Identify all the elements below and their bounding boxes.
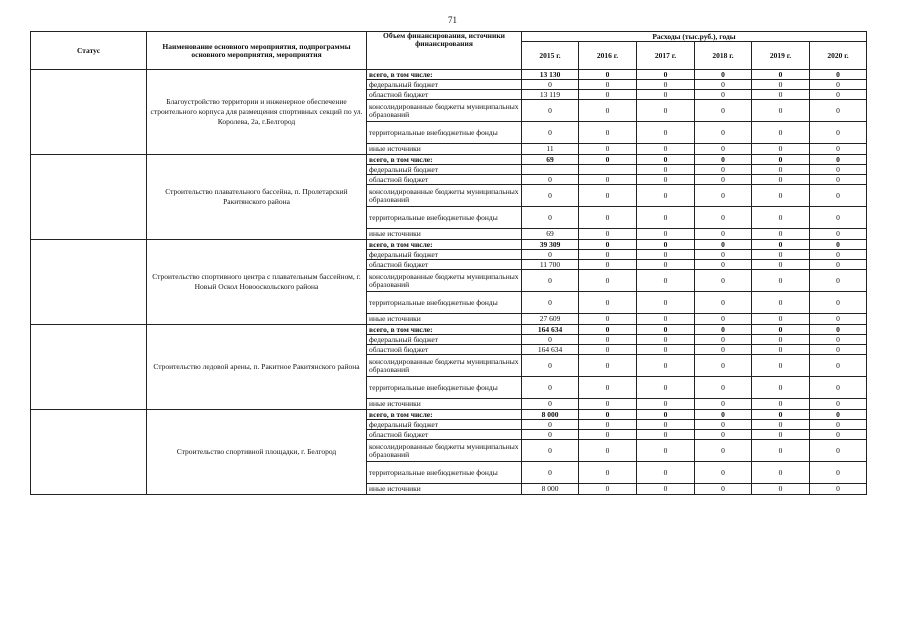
amount-cell: 0 <box>637 440 695 462</box>
amount-cell: 0 <box>637 355 695 377</box>
amount-cell: 0 <box>810 250 867 260</box>
amount-cell: 0 <box>752 420 810 430</box>
amount-cell: 0 <box>695 440 752 462</box>
amount-cell: 0 <box>579 355 637 377</box>
amount-cell: 0 <box>637 314 695 325</box>
amount-cell: 0 <box>637 270 695 292</box>
amount-cell: 0 <box>810 229 867 240</box>
funding-source: областной бюджет <box>367 430 522 440</box>
header-year: 2018 г. <box>695 42 752 70</box>
amount-cell: 0 <box>579 345 637 355</box>
amount-cell: 0 <box>637 345 695 355</box>
amount-cell: 0 <box>522 122 579 144</box>
amount-cell: 0 <box>522 430 579 440</box>
amount-cell <box>522 165 579 175</box>
amount-cell: 13 130 <box>522 70 579 80</box>
amount-cell: 0 <box>810 325 867 335</box>
amount-cell: 0 <box>752 175 810 185</box>
table-row <box>31 155 867 165</box>
amount-cell: 0 <box>752 462 810 484</box>
header-event: Наименование основного мероприятия, подпрограммы основного мероприятия, мероприятия <box>147 32 367 70</box>
funding-source: иные источники <box>367 484 522 495</box>
amount-cell: 8 000 <box>522 410 579 420</box>
amount-cell: 0 <box>810 410 867 420</box>
funding-source: всего, в том числе: <box>367 155 522 165</box>
header-year: 2017 г. <box>637 42 695 70</box>
amount-cell: 0 <box>579 250 637 260</box>
status-cell <box>31 155 147 240</box>
amount-cell: 0 <box>579 240 637 250</box>
amount-cell: 0 <box>752 325 810 335</box>
table-body <box>31 70 867 495</box>
amount-cell: 0 <box>810 165 867 175</box>
amount-cell: 0 <box>637 399 695 410</box>
financing-table <box>30 31 867 495</box>
funding-source: консолидированные бюджеты муниципальных образований <box>367 440 522 462</box>
amount-cell: 0 <box>579 292 637 314</box>
funding-source: территориальные внебюджетные фонды <box>367 207 522 229</box>
status-cell <box>31 240 147 325</box>
amount-cell: 0 <box>637 144 695 155</box>
amount-cell: 0 <box>752 292 810 314</box>
amount-cell: 69 <box>522 229 579 240</box>
amount-cell: 0 <box>810 292 867 314</box>
amount-cell: 0 <box>522 292 579 314</box>
funding-source: иные источники <box>367 144 522 155</box>
funding-source: территориальные внебюджетные фонды <box>367 122 522 144</box>
amount-cell: 0 <box>810 185 867 207</box>
table-row <box>31 325 867 335</box>
header-year: 2020 г. <box>810 42 867 70</box>
amount-cell: 0 <box>579 260 637 270</box>
amount-cell: 0 <box>637 335 695 345</box>
funding-source: консолидированные бюджеты муниципальных образований <box>367 270 522 292</box>
amount-cell: 0 <box>810 377 867 399</box>
amount-cell: 0 <box>522 462 579 484</box>
amount-cell: 0 <box>579 399 637 410</box>
amount-cell: 0 <box>522 399 579 410</box>
amount-cell: 0 <box>752 484 810 495</box>
amount-cell: 0 <box>637 325 695 335</box>
amount-cell: 0 <box>752 345 810 355</box>
amount-cell: 0 <box>695 484 752 495</box>
event-name: Строительство ледовой арены, п. Ракитное Ракитянского района <box>147 325 367 410</box>
amount-cell: 0 <box>637 420 695 430</box>
amount-cell: 0 <box>637 292 695 314</box>
amount-cell: 0 <box>579 410 637 420</box>
header-year: 2019 г. <box>752 42 810 70</box>
amount-cell: 0 <box>695 292 752 314</box>
amount-cell: 0 <box>695 345 752 355</box>
amount-cell: 0 <box>752 207 810 229</box>
amount-cell: 0 <box>752 440 810 462</box>
amount-cell: 0 <box>752 240 810 250</box>
amount-cell: 13 119 <box>522 90 579 100</box>
amount-cell: 0 <box>752 155 810 165</box>
amount-cell: 39 309 <box>522 240 579 250</box>
amount-cell: 0 <box>695 207 752 229</box>
amount-cell: 0 <box>752 185 810 207</box>
amount-cell: 0 <box>579 185 637 207</box>
amount-cell: 0 <box>579 420 637 430</box>
amount-cell: 0 <box>752 229 810 240</box>
funding-source: всего, в том числе: <box>367 410 522 420</box>
funding-source: областной бюджет <box>367 260 522 270</box>
funding-source: областной бюджет <box>367 345 522 355</box>
amount-cell: 0 <box>695 430 752 440</box>
amount-cell: 0 <box>752 260 810 270</box>
amount-cell: 0 <box>637 165 695 175</box>
amount-cell: 0 <box>695 325 752 335</box>
amount-cell: 0 <box>810 430 867 440</box>
amount-cell: 0 <box>637 250 695 260</box>
amount-cell: 0 <box>695 165 752 175</box>
amount-cell: 0 <box>579 144 637 155</box>
amount-cell: 0 <box>695 270 752 292</box>
amount-cell: 0 <box>579 270 637 292</box>
header-expenses: Расходы (тыс.руб.), годы <box>522 32 867 42</box>
funding-source: всего, в том числе: <box>367 325 522 335</box>
header-year: 2015 г. <box>522 42 579 70</box>
table-row <box>31 70 867 80</box>
amount-cell: 0 <box>637 80 695 90</box>
amount-cell: 0 <box>752 314 810 325</box>
amount-cell: 0 <box>637 90 695 100</box>
amount-cell: 0 <box>752 165 810 175</box>
amount-cell: 0 <box>522 440 579 462</box>
amount-cell: 0 <box>810 240 867 250</box>
amount-cell: 0 <box>752 430 810 440</box>
amount-cell: 0 <box>637 207 695 229</box>
amount-cell: 0 <box>752 122 810 144</box>
amount-cell: 11 <box>522 144 579 155</box>
header-funding: Объем финансирования, источники финансирования <box>367 32 522 70</box>
amount-cell: 0 <box>695 185 752 207</box>
amount-cell: 0 <box>579 100 637 122</box>
amount-cell: 69 <box>522 155 579 165</box>
amount-cell: 0 <box>695 355 752 377</box>
amount-cell: 0 <box>695 314 752 325</box>
amount-cell: 0 <box>522 80 579 90</box>
amount-cell: 0 <box>522 100 579 122</box>
amount-cell: 0 <box>810 462 867 484</box>
amount-cell: 0 <box>810 207 867 229</box>
amount-cell: 0 <box>810 355 867 377</box>
amount-cell: 0 <box>579 377 637 399</box>
amount-cell: 0 <box>579 335 637 345</box>
event-name: Благоустройство территории и инженерное обеспечение строительного корпуса для размещения спортивных секций по ул. Королева, 2а, г.Белгород <box>147 70 367 155</box>
amount-cell: 0 <box>579 314 637 325</box>
amount-cell: 0 <box>695 399 752 410</box>
amount-cell: 0 <box>637 70 695 80</box>
amount-cell: 27 609 <box>522 314 579 325</box>
amount-cell: 0 <box>752 144 810 155</box>
amount-cell: 0 <box>695 335 752 345</box>
amount-cell: 11 700 <box>522 260 579 270</box>
amount-cell: 0 <box>579 175 637 185</box>
amount-cell: 0 <box>579 70 637 80</box>
amount-cell: 0 <box>522 207 579 229</box>
amount-cell: 0 <box>752 80 810 90</box>
amount-cell: 0 <box>637 260 695 270</box>
table-row <box>31 240 867 250</box>
funding-source: федеральный бюджет <box>367 165 522 175</box>
amount-cell: 0 <box>752 90 810 100</box>
amount-cell: 0 <box>695 260 752 270</box>
funding-source: иные источники <box>367 229 522 240</box>
amount-cell: 0 <box>810 270 867 292</box>
event-name: Строительство плавательного бассейна, п. Пролетарский Ракитянского района <box>147 155 367 240</box>
amount-cell: 0 <box>810 484 867 495</box>
amount-cell: 0 <box>695 420 752 430</box>
amount-cell: 0 <box>695 80 752 90</box>
amount-cell: 0 <box>752 410 810 420</box>
amount-cell: 0 <box>810 440 867 462</box>
amount-cell: 0 <box>752 399 810 410</box>
page-number: 71 <box>448 15 457 25</box>
amount-cell: 164 634 <box>522 345 579 355</box>
event-name: Строительство спортивного центра с плавательным бассейном, г. Новый Оскол Новооскольского района <box>147 240 367 325</box>
amount-cell: 0 <box>810 70 867 80</box>
amount-cell: 0 <box>752 70 810 80</box>
funding-source: областной бюджет <box>367 90 522 100</box>
amount-cell: 0 <box>522 420 579 430</box>
amount-cell: 0 <box>637 240 695 250</box>
amount-cell: 0 <box>637 484 695 495</box>
amount-cell: 0 <box>579 484 637 495</box>
amount-cell: 0 <box>810 100 867 122</box>
table-row <box>31 410 867 420</box>
funding-source: федеральный бюджет <box>367 250 522 260</box>
amount-cell: 0 <box>695 377 752 399</box>
status-cell <box>31 325 147 410</box>
amount-cell: 0 <box>579 462 637 484</box>
amount-cell: 0 <box>579 155 637 165</box>
amount-cell: 0 <box>810 420 867 430</box>
amount-cell: 0 <box>695 240 752 250</box>
funding-source: всего, в том числе: <box>367 70 522 80</box>
funding-source: федеральный бюджет <box>367 420 522 430</box>
amount-cell: 0 <box>637 462 695 484</box>
amount-cell: 0 <box>522 175 579 185</box>
amount-cell: 0 <box>752 250 810 260</box>
amount-cell: 0 <box>695 122 752 144</box>
amount-cell: 0 <box>695 70 752 80</box>
amount-cell: 0 <box>752 355 810 377</box>
funding-source: федеральный бюджет <box>367 80 522 90</box>
amount-cell: 0 <box>637 175 695 185</box>
amount-cell: 0 <box>810 345 867 355</box>
status-cell <box>31 410 147 495</box>
funding-source: всего, в том числе: <box>367 240 522 250</box>
amount-cell: 0 <box>695 90 752 100</box>
amount-cell: 0 <box>810 144 867 155</box>
amount-cell: 0 <box>810 122 867 144</box>
amount-cell: 0 <box>579 122 637 144</box>
funding-source: территориальные внебюджетные фонды <box>367 462 522 484</box>
amount-cell: 0 <box>637 377 695 399</box>
amount-cell: 0 <box>695 462 752 484</box>
amount-cell: 164 634 <box>522 325 579 335</box>
funding-source: областной бюджет <box>367 175 522 185</box>
amount-cell: 0 <box>637 229 695 240</box>
amount-cell: 0 <box>695 155 752 165</box>
funding-source: иные источники <box>367 314 522 325</box>
amount-cell: 0 <box>637 155 695 165</box>
amount-cell: 0 <box>579 440 637 462</box>
funding-source: консолидированные бюджеты муниципальных образований <box>367 185 522 207</box>
amount-cell: 0 <box>522 355 579 377</box>
funding-source: иные источники <box>367 399 522 410</box>
amount-cell: 0 <box>752 335 810 345</box>
amount-cell: 0 <box>810 260 867 270</box>
event-name: Строительство спортивной площадки, г. Белгород <box>147 410 367 495</box>
header-status: Статус <box>31 32 147 70</box>
amount-cell: 0 <box>810 335 867 345</box>
amount-cell: 0 <box>752 100 810 122</box>
amount-cell: 0 <box>579 430 637 440</box>
amount-cell: 0 <box>810 90 867 100</box>
amount-cell: 0 <box>579 229 637 240</box>
funding-source: территориальные внебюджетные фонды <box>367 377 522 399</box>
amount-cell: 0 <box>522 250 579 260</box>
amount-cell: 0 <box>810 399 867 410</box>
amount-cell: 0 <box>579 90 637 100</box>
amount-cell: 0 <box>579 80 637 90</box>
funding-source: территориальные внебюджетные фонды <box>367 292 522 314</box>
amount-cell: 0 <box>695 250 752 260</box>
header-year: 2016 г. <box>579 42 637 70</box>
status-cell <box>31 70 147 155</box>
amount-cell: 0 <box>695 229 752 240</box>
amount-cell: 0 <box>810 175 867 185</box>
amount-cell: 0 <box>695 175 752 185</box>
amount-cell: 0 <box>810 80 867 90</box>
amount-cell: 0 <box>522 335 579 345</box>
amount-cell: 0 <box>752 377 810 399</box>
amount-cell: 0 <box>810 155 867 165</box>
amount-cell: 0 <box>522 377 579 399</box>
amount-cell: 0 <box>637 410 695 420</box>
amount-cell: 0 <box>637 430 695 440</box>
funding-source: федеральный бюджет <box>367 335 522 345</box>
funding-source: консолидированные бюджеты муниципальных образований <box>367 355 522 377</box>
amount-cell: 0 <box>637 100 695 122</box>
funding-source: консолидированные бюджеты муниципальных образований <box>367 100 522 122</box>
amount-cell: 0 <box>637 122 695 144</box>
amount-cell: 0 <box>579 325 637 335</box>
amount-cell: 0 <box>579 207 637 229</box>
amount-cell: 0 <box>695 100 752 122</box>
amount-cell: 0 <box>522 270 579 292</box>
amount-cell: 0 <box>637 185 695 207</box>
amount-cell: 0 <box>695 410 752 420</box>
amount-cell <box>579 165 637 175</box>
amount-cell: 0 <box>695 144 752 155</box>
amount-cell: 8 000 <box>522 484 579 495</box>
amount-cell: 0 <box>522 185 579 207</box>
amount-cell: 0 <box>752 270 810 292</box>
amount-cell: 0 <box>810 314 867 325</box>
